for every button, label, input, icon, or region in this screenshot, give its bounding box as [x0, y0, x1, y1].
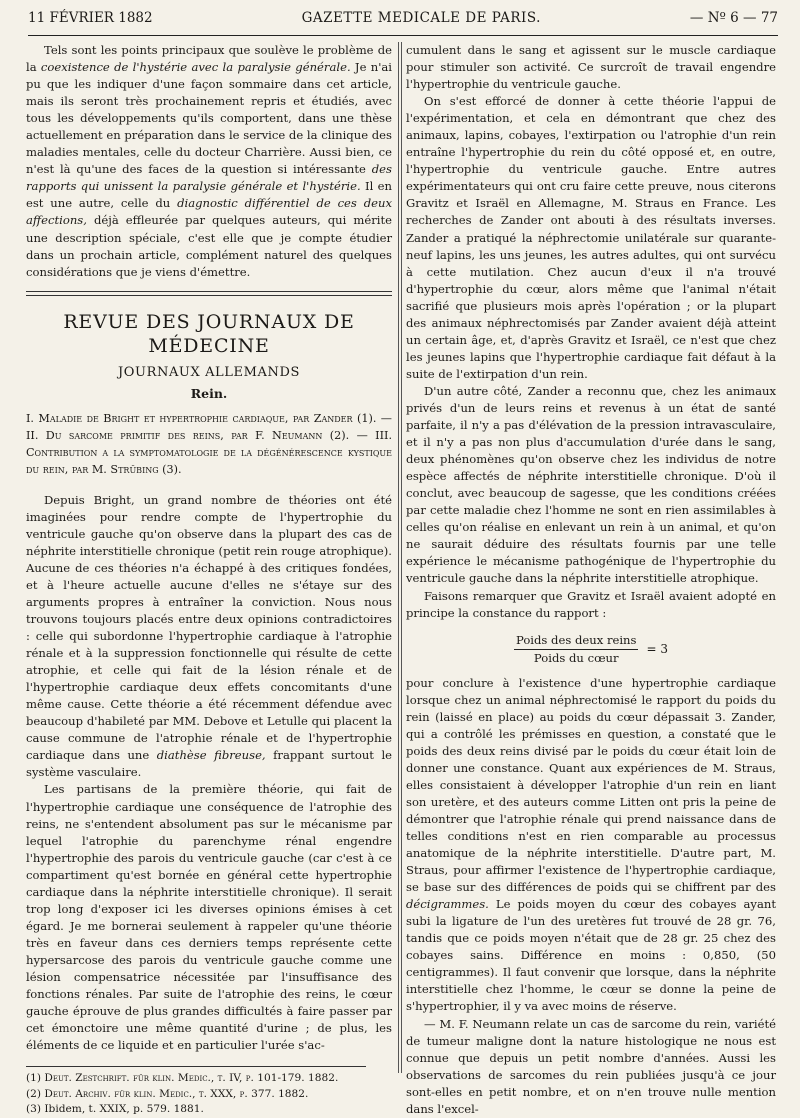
section-divider [26, 291, 392, 296]
page-header [28, 10, 778, 36]
review-subtitle: JOURNAUX ALLEMANDS [117, 364, 301, 380]
header-journal-title: GAZETTE MEDICALE DE PARIS. [301, 10, 541, 26]
paragraph-ratio-intro: Faisons remarquer que Gravitz et Israël avaient adopté en principe la constance du rapport : [406, 588, 776, 620]
right-column [406, 42, 776, 1118]
left-column [26, 42, 392, 1118]
footnote-3: (3) Ibidem, t. XXIX, p. 579. 1881. [26, 1103, 204, 1116]
formula-denominator: Poids du cœur [533, 650, 619, 665]
ratio-formula [406, 632, 776, 667]
footnotes [26, 1071, 392, 1118]
header-page-number: — Nº 6 — 77 [689, 10, 778, 26]
article-summary: I. Maladie de Bright et hypertrophie cardiaque, par Zander (1). — II. Du sarcome primitif des reins, par F. Neumann (2). — III. Contribution a la symptomatologie de la dégénérescence kystique du rein, par M. Strübing (3). [26, 411, 392, 476]
paragraph-bright: Depuis Bright, un grand nombre de théories ont été imaginées pour rendre compte de l'hypertrophie du ventricule gauche qu'on observe dans la plupart des cas de néphrite interstitielle chronique (petit rein rouge atrophique). Aucune de ces théories n'a échappé à des critiques fondées, et à l'heure actuelle aucune d'elles ne s'étaye sur des arguments propres à entraîner la conviction. Nous nous trouvons toujours placés entre deux opinions contradictoires : celle qui subordonne l'hypertrophie cardiaque à l'atrophie rénale et à la suppression fonctionnelle qui résulte de cette atrophie, et celle qui fait de la lésion rénale et de l'hypertrophie cardiaque deux effets concomitants d'une même cause. Cette théorie a été récemment défendue avec beaucoup d'habileté par MM. Debove et Letulle qui placent la cause commune de l'atrophie rénale et de l'hypertrophie cardiaque dans une diathèse fibreuse, frappant surtout le système vasculaire. [26, 492, 393, 780]
paragraph-zander: D'un autre côté, Zander a reconnu que, chez les animaux privés d'un de leurs reins et revenus à un état de santé parfaite, il n'y a pas d'élévation de la pression intravasculaire, et il n'y a pas non plus d'accumulation d'urée dans le sang, deux phénomènes qu'on observe chez les individus de notre espèce affectés de néphrite interstitielle chronique. D'où il conclut, avec beaucoup de sagesse, que les conditions créées par cette maladie chez l'homme ne sont en rien assimilables à celles qu'on réalise en enlevant un rein à un animal, et qu'on ne saurait déduire des résultats fournis par une telle expérience le mécanisme pathogénique de l'hypertrophie du ventricule gauche dans la néphrite interstitielle atrophique. [406, 383, 776, 586]
formula-value: = 3 [646, 641, 668, 656]
review-title: REVUE DES JOURNAUX DE MÉDECINE [63, 310, 355, 357]
footnote-rule [26, 1066, 366, 1067]
footnote-2: (2) Deut. Archiv. für klin. Medic., t. XXX, p. 377. 1882. [26, 1087, 309, 1100]
paragraph-partisans: Les partisans de la première théorie, qui fait de l'hypertrophie cardiaque une conséquence de l'atrophie des reins, ne s'entendent absolument pas sur le mécanisme par lequel l'atrophie du parenchyme rénal engendre l'hypertrophie des parois du ventricule gauche (car c'est à ce compartiment qu'est bornée en général cette hypertrophie cardiaque dans la néphrite interstitielle chronique). Il serait trop long d'exposer ici les diverses opinions émises à cet égard. Je me bornerai seulement à rappeler qu'une théorie très en faveur dans ces derniers temps représente cette hypersarcose des parois du ventricule gauche comme une lésion compensatrice nécessitée par l'insuffisance des fonctions rénales. Par suite de l'atrophie des reins, le cœur gauche éprouve de plus grandes difficultés à faire passer par cet émonctoire une même quantité d'urine ; de plus, les éléments de ce liquide et en particulier l'urée s'ac- [26, 782, 392, 1053]
footnote-1: (1) Deut. Zestchrift. für klin. Medic., t. IV, p. 101-179. 1882. [26, 1072, 339, 1085]
column-divider [398, 42, 402, 1073]
header-date: 11 FÉVRIER 1882 [28, 10, 153, 26]
review-section-heading: Rein. [190, 385, 228, 401]
paragraph-experimentation: On s'est efforcé de donner à cette théorie l'appui de l'expérimentation, et cela en démontrant que chez des animaux, lapins, cobayes, l'extirpation ou l'atrophie d'un rein entraîne l'hypertrophie du rein du côté opposé et, en outre, l'hypertrophie du ventricule gauche. Entre autres expérimentateurs qui ont cru faire cette preuve, nous citerons Gravitz et Israël en Allemagne, M. Straus en France. Les recherches de Zander ont abouti à des résultats inverses. Zander a pratiqué la néphrectomie unilatérale sur quarante-neuf lapins, les uns jeunes, les autres adultes, qui ont survécu à cette mutilation. Chez aucun d'eux il n'a trouvé d'hypertrophie du cœur, alors même que l'animal n'était sacrifié que plusieurs mois après l'opération ; or la plupart des animaux néphrectomisés par Zander avaient déjà atteint un certain âge, et, d'après Gravitz et Israël, ce n'est que chez les jeunes lapins que l'hypertrophie cardiaque fait défaut à la suite de l'extirpation d'un rein. [406, 94, 776, 381]
paragraph-conclusion: pour conclure à l'existence d'une hypertrophie cardiaque lorsque chez un animal néphrectomisé le rapport du poids du rein (laissé en place) au poids du cœur dépassait 3. Zander, qui a contrôlé les prémisses en question, a constaté que le poids des deux reins divisé par le poids du cœur était loin de donner une constance. Quant aux expériences de M. Straus, elles consistaient à développer l'atrophie d'un rein en liant son uretère, et des auteurs comme Litten ont pris la peine de démontrer que l'atrophie rénale qui prend naissance dans de telles conditions n'est en rien comparable au processus anatomique de la néphrite interstitielle. D'autre part, M. Straus, pour affirmer l'existence de l'hypertrophie cardiaque, se base sur des différences de poids qui se chiffrent par des décigrammes. Le poids moyen du cœur des cobayes ayant subi la ligature de l'un des uretères fut trouvé de 28 gr. 76, tandis que ce poids moyen n'était que de 28 gr. 25 chez des cobayes sains. Différence en moins : 0,850, (50 centigrammes). Il faut convenir que lorsque, dans la néphrite interstitielle chez l'homme, le cœur se donne la peine de s'hypertrophier, il y va avec moins de réserve. [406, 675, 776, 1014]
paragraph-continuation: cumulent dans le sang et agissent sur le muscle cardiaque pour stimuler son activité. Ce surcroît de travail engendre l'hypertrophie du ventricule gauche. [406, 43, 776, 92]
formula-numerator: Poids des deux reins [514, 632, 639, 650]
paragraph-neumann: — M. F. Neumann relate un cas de sarcome du rein, variété de tumeur maligne dont la nature histologique ne nous est connue que depuis un petit nombre d'années. Aussi les observations de sarcomes du rein publiées jusqu'à ce jour sont-elles en petit nombre, et on n'en trouve nulle mention dans l'excel- [406, 1016, 776, 1116]
intro-paragraph: Tels sont les points principaux que soulève le problème de la coexistence de l'hystérie avec la paralysie générale. Je n'ai pu que les indiquer d'une façon sommaire dans cet article, mais ils seront très prochainement repris et étudiés, avec tous les développements qu'ils comportent, dans une thèse actuellement en préparation dans le service de la clinique des maladies mentales, celle du docteur Charrière. Aussi bien, ce n'est là qu'une des faces de la question si intéressante des rapports qui unissent la paralysie générale et l'hystérie. Il en est une autre, celle du diagnostic différentiel de ces deux affections, déjà effleurée par quelques auteurs, qui mérite une description spéciale, c'est elle que je compte étudier dans un prochain article, complément naturel des quelques considérations que je viens d'émettre. [26, 43, 393, 279]
